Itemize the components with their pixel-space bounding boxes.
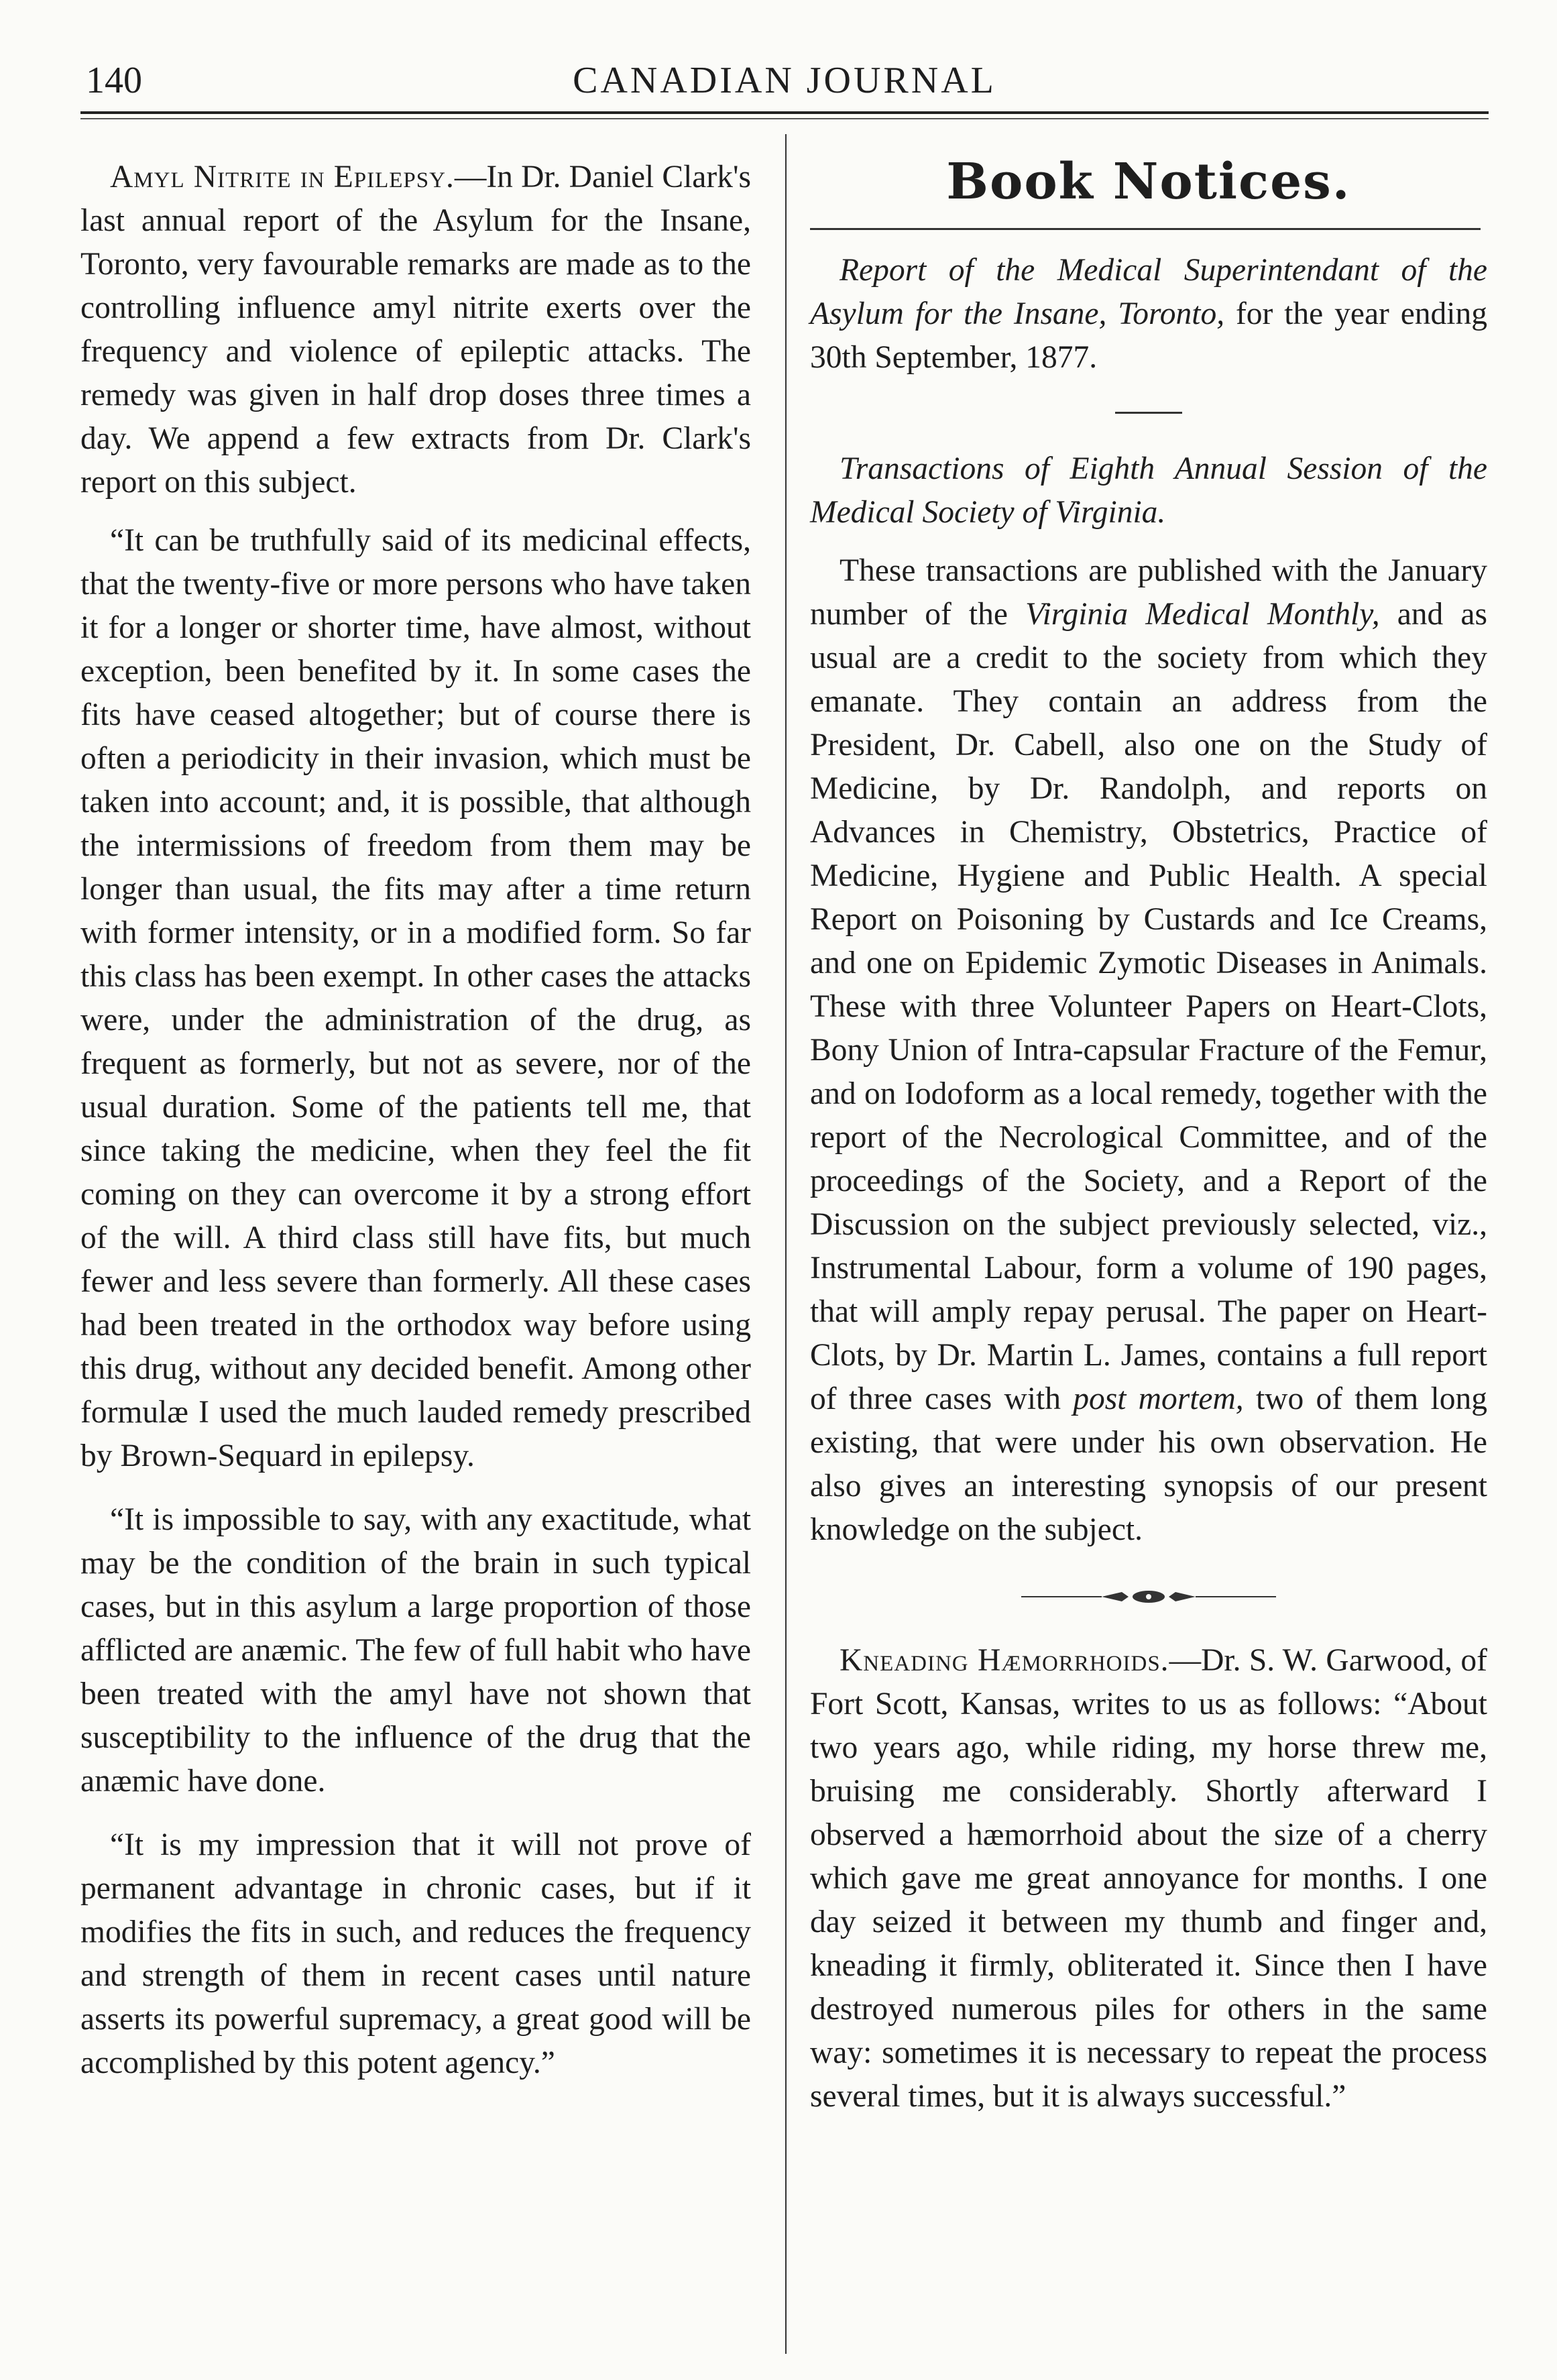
report-quote-2: “It is impossible to say, with any exactitude, what may be the condition of the brain in such typical cases, but in this asylum a large proportion of those afflicted are anæmic. The few of full habit who have been treated with the amyl have not shown that susceptibility to the influence of the drug that the anæmic have done.	[80, 1502, 751, 1799]
notice-virginia-text-b: and as usual are a credit to the society from which they emanate. They contain an address from the President, Dr. Cabell, also one on the Study of Medicine, by Dr. Randolph, and reports on Advances in Chemistry, Obstetrics, Practice of Medicine, Hygiene and Public Health. A special Report on Poisoning by Custards and Ice Creams, and one on Epidemic Zymotic Diseases in Animals. These with three Volunteer Papers on Heart-Clots, Bony Union of Intra-capsular Fracture of the Femur, and on Iodoform as a local remedy, together with the report of the Necrological Committee, and of the proceedings of the Society, and a Report of the Discussion on the subject previously selected, viz., Instrumental Labour, form a volume of 190 pages, that will amply repay perusal. The paper on Heart-Clots, by Dr. Martin L. James, contains a full report of three cases with	[810, 597, 1488, 1416]
report-quote-1: “It can be truthfully said of its medicinal effects, that the twenty-five or more persons who have taken it for a longer or shorter time, have almost, without exception, been benefited by it. In some cases the fits have ceased altogether; but of course there is often a periodicity in their invasion, which must be taken into account; and, it is possible, that although the intermissions of freedom from them may be longer than usual, the fits may after a time return with former intensity, or in a modified form. So far this class has been exempt. In other cases the attacks were, under the administration of the drug, as frequent as formerly, but not as severe, nor of the usual duration. Some of the patients tell me, that since taking the medicine, when they feel the fit coming on they can overcome it by a strong effort of the will. A third class still have fits, but much fewer and less severe than formerly. All these cases had been treated in the orthodox way before using this drug, without any decided benefit. Among other formulæ I used the much lauded remedy prescribed by Brown-Sequard in epilepsy.	[80, 523, 751, 1473]
notice-virginia-title: Transactions of Eighth Annual Session of the Medical Society of Virginia.	[810, 451, 1487, 530]
kneading-title: Kneading Hæmorrhoids.	[840, 1643, 1169, 1678]
column-divider	[785, 134, 787, 2354]
amyl-nitrite-title: Amyl Nitrite in Epilepsy.	[110, 160, 455, 194]
notice-asylum-report	[810, 249, 1487, 380]
ornament-divider	[1021, 1588, 1276, 1605]
notice-asylum-report-title: Report of the Medical Superintendant of the Asylum for the Insane, Toronto,	[810, 253, 1487, 331]
report-quote-3: “It is my impression that it will not prove of permanent advantage in chronic cases, but if it modifies the fits in such, and reduces the frequency and strength of them in recent cases until nature asserts its powerful supremacy, a great good will be accomplished by this potent agency.”	[80, 1827, 751, 2080]
heading-rule	[810, 228, 1481, 230]
notice-virginia-text-a: These transactions are published with the January number of the	[810, 553, 1487, 632]
left-column	[80, 156, 751, 2085]
amyl-nitrite-article	[80, 156, 751, 504]
page-header	[80, 59, 1489, 113]
virginia-monthly-title: Virginia Medical Monthly,	[1025, 597, 1380, 632]
right-column	[810, 153, 1488, 2118]
notice-virginia-text-c: two of them long existing, that were under his own observation. He also gives an interesting synopsis of our present knowledge on the subject.	[810, 1381, 1487, 1547]
header-rule-thin	[80, 118, 1489, 119]
header-rule	[80, 111, 1489, 114]
notice-separator	[1115, 412, 1182, 414]
notice-virginia-body	[810, 549, 1487, 1552]
post-mortem-term: post mortem,	[1073, 1381, 1244, 1416]
notice-asylum-report-tail: for the year ending 30th September, 1877.	[810, 296, 1487, 375]
page-number: 140	[86, 60, 142, 101]
amyl-nitrite-intro: —In Dr. Daniel Clark's last annual report of the Asylum for the Insane, Toronto, very favourable remarks are made as to the controlling influence amyl nitrite exerts over the frequency and violence of epileptic attacks. The remedy was given in half drop doses three times a day. We append a few extracts from Dr. Clark's report on this subject.	[80, 160, 751, 500]
kneading-article	[810, 1639, 1487, 2118]
kneading-text: —Dr. S. W. Garwood, of Fort Scott, Kansas, writes to us as follows: “About two years ago, while riding, my horse threw me, bruising me considerably. Shortly afterward I observed a hæmorrhoid about the size of a cherry which gave me great annoyance for months. I one day seized it between my thumb and finger and, kneading it firmly, obliterated it. Since then I have destroyed numerous piles for others in the same way: sometimes it is necessary to repeat the process several times, but it is always successful.”	[810, 1643, 1487, 2114]
running-title: CANADIAN JOURNAL	[573, 60, 996, 101]
book-notices-heading: Book Notices.	[946, 153, 1351, 211]
